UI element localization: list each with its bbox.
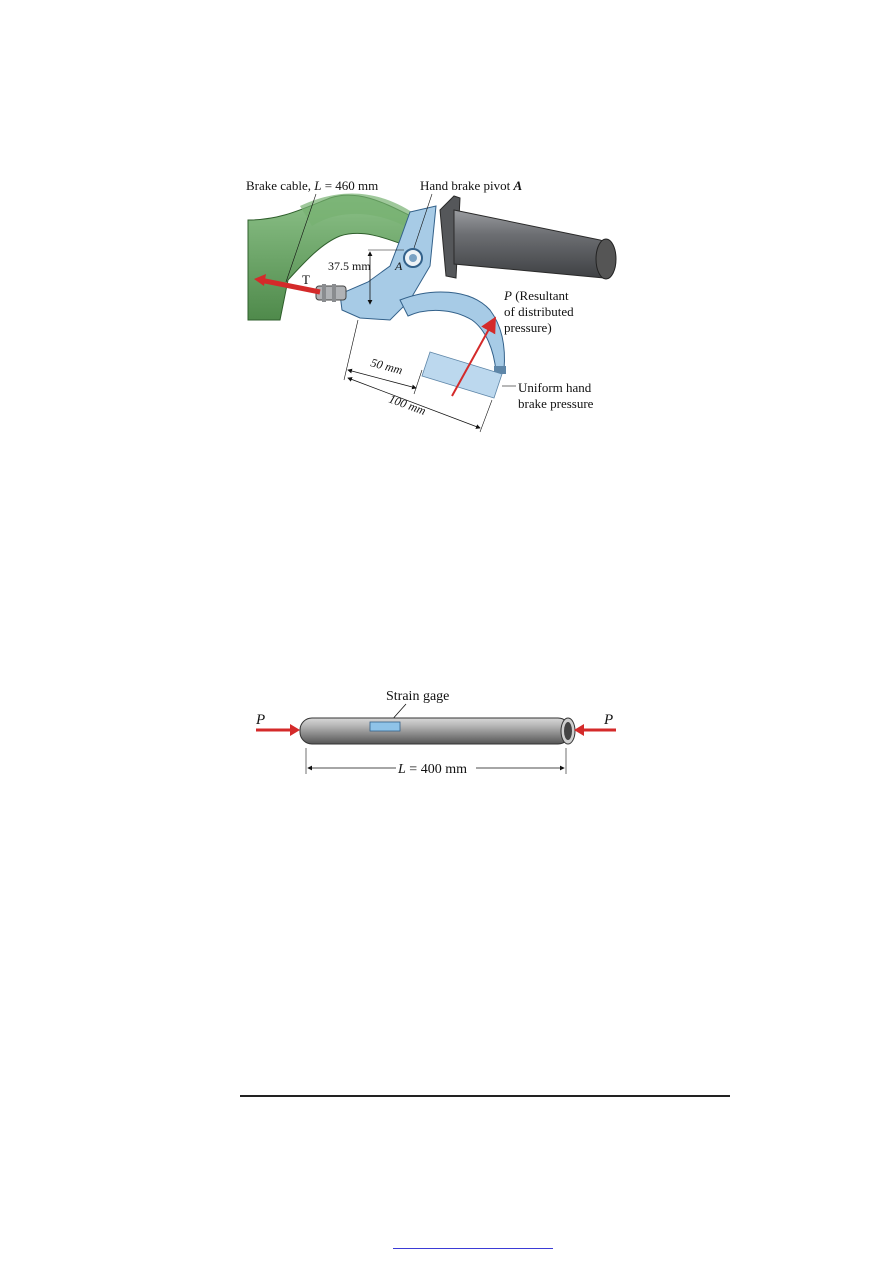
tube	[300, 718, 570, 744]
grip	[454, 210, 614, 278]
dim-50-line	[348, 370, 416, 388]
resultant-p-label-3: pressure)	[504, 320, 552, 335]
dim-50-label: 50 mm	[369, 355, 405, 378]
strain-gage-label: Strain gage	[386, 689, 450, 704]
resultant-p-label: P (Resultant	[504, 288, 569, 303]
pivot-a-label: A	[395, 259, 403, 273]
uniform-pressure-label-2: brake pressure	[518, 396, 594, 411]
grip-end	[596, 239, 616, 279]
uniform-pressure-label: Uniform hand	[518, 380, 592, 395]
strain-gage-figure	[250, 682, 630, 782]
resultant-p-label-2: of distributed	[504, 304, 574, 319]
dim-375-label: 37.5 mm	[328, 259, 371, 273]
pressure-area	[422, 352, 502, 398]
strain-gage	[370, 722, 400, 731]
load-p-left-label: P	[256, 712, 266, 728]
length-label: L = 400 mm	[398, 762, 467, 777]
hand-brake-figure	[240, 170, 640, 435]
load-p-right-label: P	[604, 712, 614, 728]
dim-100-label: 100 mm	[386, 391, 428, 418]
footer-link[interactable]	[393, 1234, 553, 1249]
cable-adjuster	[316, 286, 346, 300]
footnote-rule	[240, 1095, 730, 1097]
label-brake-cable: Brake cable, L = 460 mm	[246, 178, 379, 193]
label-hand-brake-pivot: Hand brake pivot A	[420, 178, 523, 193]
tension-label: T	[302, 272, 310, 287]
pivot-a-inner	[409, 254, 417, 262]
